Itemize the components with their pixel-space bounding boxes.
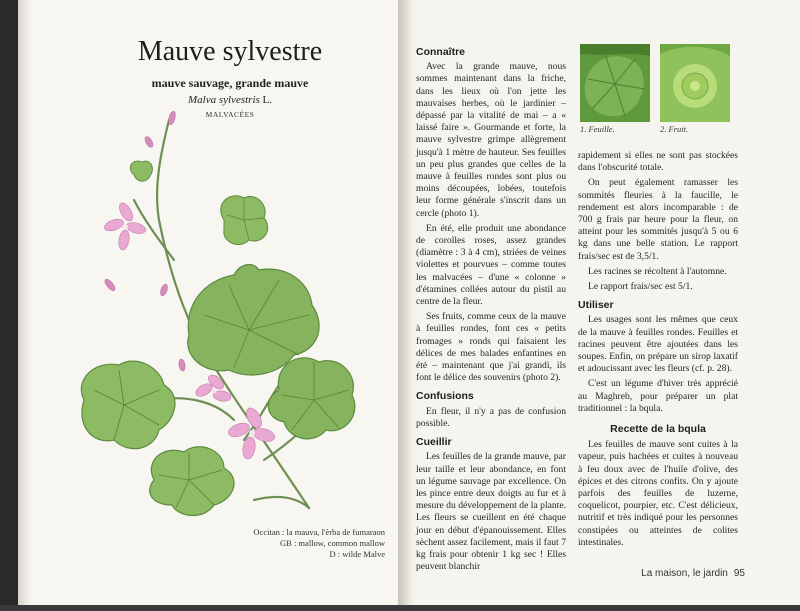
flower-upper — [103, 201, 147, 251]
plant-family: MALVACÉES — [205, 110, 255, 119]
flower-buds — [103, 110, 186, 371]
leaf-lower-left — [81, 361, 175, 449]
text-column-right — [578, 150, 738, 552]
heading-utiliser: Utiliser — [578, 299, 614, 312]
paragraph: C'est un légume d'hiver très apprécié au Maghreb, pour préparer un plat traditionnel : la bqula. — [578, 378, 738, 414]
leaf-lower-right — [268, 358, 355, 439]
heading-connaitre: Connaître — [416, 46, 466, 58]
vernacular-de: D : wilde Malve — [329, 549, 385, 559]
vernacular-gb: GB : mallow, common mallow — [280, 538, 385, 548]
paragraph: En fleur, il n'y a pas de confusion possible. — [416, 405, 566, 429]
heading-recette: Recette de la bqula — [610, 423, 706, 436]
plant-title: Mauve sylvestre — [137, 36, 323, 67]
mallow-illustration — [64, 100, 364, 530]
plant-subtitle: mauve sauvage, grande mauve — [151, 76, 309, 90]
paragraph: Les feuilles de la grande mauve, par leur taille et leur abondance, en font un légume sauvage par excellence. On les pince entre deux doigts au fur et à mesure du développement de la plante. Les fleurs se cueillent en été chaque jour en début d'épanouissement. Elles sèchent assez facilement, mais il faut 7 kg frais pour obtenir 1 kg sec ! Elles peuvent blanchir — [416, 451, 566, 573]
paragraph: Les racines se récoltent à l'automne. — [588, 265, 727, 277]
caption-photo-1: 1. Feuille. — [580, 124, 615, 134]
leaf-bud — [130, 161, 152, 181]
latin-author: L. — [262, 94, 273, 106]
page-number: 95 — [733, 568, 745, 579]
paragraph: Le rapport frais/sec est 5/1. — [588, 281, 693, 293]
caption-photo-2: 2. Fruit. — [660, 124, 689, 134]
heading-cueillir: Cueillir — [416, 436, 452, 449]
photo-fruit — [660, 44, 730, 122]
vernacular-occitan: Occitan : la mauva, l'èrba de fumaraon — [253, 527, 385, 537]
paragraph: Les feuilles de mauve sont cuites à la vapeur, puis hachées et cuites à nouveau à feu doux avec de l'huile d'olive, des épices et des citrons confits. On y ajoute parfois des feuilles de luzerne, coquelicot, pourpier, etc. C'est délicieux, nutritif et très indiqué pour les personnes constipées ou atteintes de colites intestinales. — [578, 439, 738, 548]
fruit-photo-icon — [660, 44, 730, 122]
paragraph: Avec la grande mauve, nous sommes maintenant dans la friche, dans les lieux où l'on jette les mauvaises herbes, où le jardinier – dépassé par la vitalité de mai – a « laissé faire ». Gourmande et forte, la mauve sylvestre grimpe allègrement jusqu'à 1 mètre de hauteur. Ses feuilles un peu plus grandes que celles de la mauve à feuilles rondes sont plus ou moins découpées, lobées, toutefois leur forme générale s'inscrit dans un cercle (photo 1). — [416, 61, 566, 219]
paragraph: Ses fruits, comme ceux de la mauve à feuilles rondes, font ces « petits fromages » ronds qui faisaient les délices de mes balades enfantines en été – maintenant que j'ai grandi, ils font le délice des souvenirs (photo 2). — [416, 311, 566, 384]
paragraph: Les usages sont les mêmes que ceux de la mauve à feuilles rondes. Feuilles et racines peuvent être ajoutées dans les soupes. Enfin, on prépare un sirop laxatif et adoucissant avec les fleurs (cf. p. 28). — [578, 314, 738, 375]
flower-lower — [227, 405, 277, 459]
page-bottom-edge — [0, 605, 800, 611]
paragraph: rapidement si elles ne sont pas stockées dans l'obscurité totale. — [578, 150, 738, 174]
leaf-photo-icon — [580, 44, 650, 122]
running-title: La maison, le jardin — [641, 568, 728, 579]
latin-binomial: Malva sylvestris — [187, 94, 260, 106]
vernacular-names — [210, 527, 385, 560]
paragraph: En été, elle produit une abondance de corolles roses, assez grandes (diamètre : 3 à 4 cm), striées de veines violettes et pourvues – comme toutes les malvacées – d'une « colonne » d'étamines collées autour du pistil au centre de la fleur. — [416, 222, 566, 308]
flower-middle — [194, 372, 232, 402]
leaf-lower-middle — [150, 447, 234, 516]
photo-leaf — [580, 44, 650, 122]
heading-confusions: Confusions — [416, 390, 474, 403]
leaf-upper — [221, 196, 268, 245]
page-footer — [590, 568, 745, 579]
text-column-left — [416, 40, 566, 576]
paragraph: On peut également ramasser les sommités fleuries à la faucille, le rendement est alors incomparable : de 700 g frais par heure pour la fleur, on atteint pour les sommités jusqu'à 5 ou 6 kg dans une belle station. Le rapport frais/sec est de 3,5/1. — [578, 177, 738, 262]
